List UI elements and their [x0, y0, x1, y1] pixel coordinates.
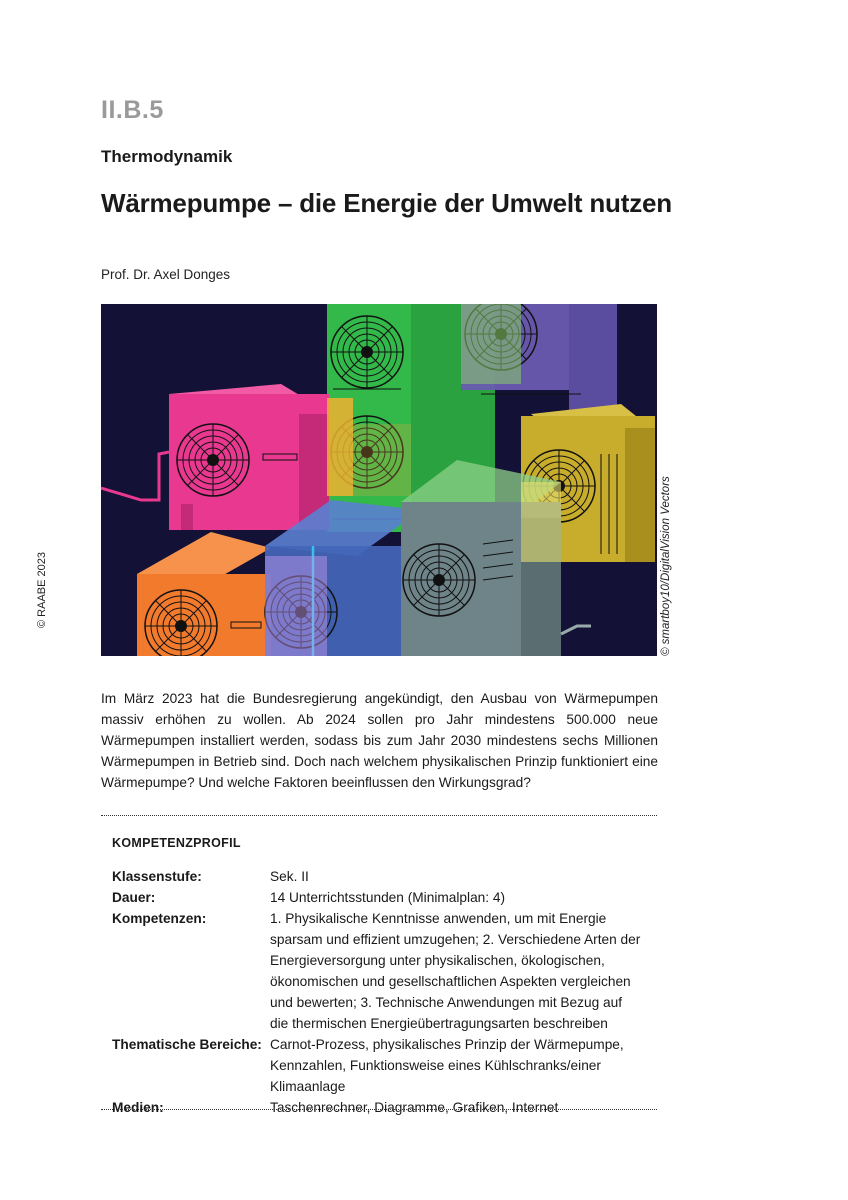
heat-pump-illustration	[101, 304, 657, 656]
profile-label: Kompetenzen:	[112, 911, 207, 926]
competence-profile	[112, 866, 642, 1118]
profile-row-media	[112, 1097, 642, 1118]
image-credit: © smartboy10/DigitalVision Vectors	[660, 476, 672, 656]
profile-value: 1. Physikalische Kenntnisse anwenden, um mit Energie sparsam und effizient umzugehen; 2. Verschiedene Arten der Energieversorgung unter physikalischen, ökologischen, ökonomischen und gesellschaftlichen Aspekten vergleichen und bewerten; 3. Technische Anwendungen mit Bezug auf die thermischen Energieübertragungsarten beschreiben	[270, 911, 641, 1031]
profile-label: Klassenstufe:	[112, 869, 202, 884]
profile-value: Taschenrechner, Diagramme, Grafiken, Internet	[270, 1100, 559, 1115]
divider-top	[101, 815, 657, 816]
profile-row-grade	[112, 866, 642, 887]
intro-text: Im März 2023 hat die Bundesregierung angekündigt, den Ausbau von Wärmepumpen massiv erhöhen zu wollen. Ab 2024 sollen pro Jahr mindestens 500.000 neue Wärmepumpen installiert werden, sodass bis zum Jahr 2030 mindestens sechs Millionen Wärmepumpen in Betrieb sind. Doch nach welchem physikalischen Prinzip funktioniert eine Wärmepumpe? Und welche Faktoren beeinflussen den Wirkungsgrad?	[101, 691, 658, 790]
profile-row-competences	[112, 908, 642, 1034]
profile-label: Dauer:	[112, 890, 156, 905]
author: Prof. Dr. Axel Donges	[101, 267, 231, 282]
page-title: Wärmepumpe – die Energie der Umwelt nutzen	[101, 188, 672, 218]
heat-pump-illustration-graphic	[101, 304, 657, 656]
profile-value: Carnot-Prozess, physikalisches Prinzip der Wärmepumpe, Kennzahlen, Funktionsweise eines Kühlschranks/einer Klimaanlage	[270, 1037, 624, 1094]
copyright-notice: © RAABE 2023	[36, 552, 48, 628]
section-code: II.B.5	[101, 96, 164, 124]
profile-value: 14 Unterrichtsstunden (Minimalplan: 4)	[270, 890, 506, 905]
profile-row-topics	[112, 1034, 642, 1097]
intro-paragraph	[101, 688, 658, 793]
profile-label: Medien:	[112, 1100, 164, 1115]
profile-heading: KOMPETENZPROFIL	[112, 836, 241, 850]
profile-value: Sek. II	[270, 869, 309, 884]
subject-heading: Thermodynamik	[101, 147, 233, 166]
profile-row-duration	[112, 887, 642, 908]
profile-label: Thematische Bereiche:	[112, 1037, 262, 1052]
divider-bottom	[101, 1109, 657, 1110]
